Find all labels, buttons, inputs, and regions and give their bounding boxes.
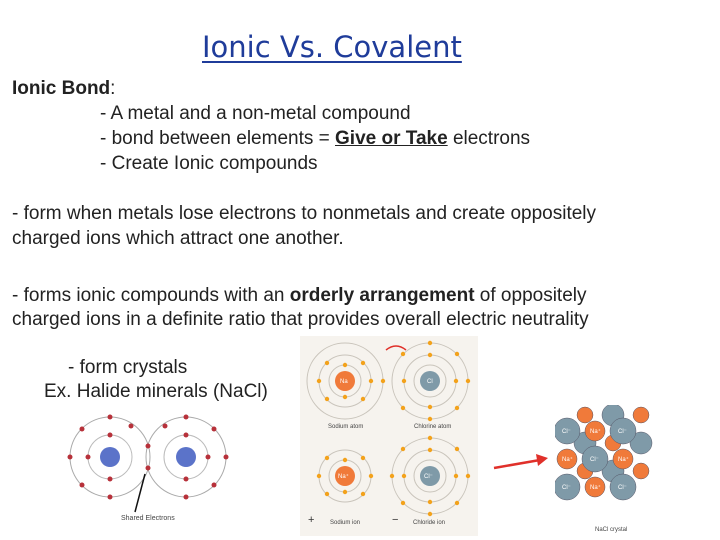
para1-line1: - form when metals lose electrons to nonmetals and create oppositely [12, 203, 597, 224]
lattice-ion-label: Na⁺ [562, 457, 573, 463]
atom-nucleus-right [176, 447, 196, 467]
sodium-ion-sphere [633, 407, 649, 423]
slide-title: Ionic Vs. Covalent [202, 30, 462, 64]
shared-electrons-caption: Shared Electrons [121, 515, 175, 522]
give-or-take-emphasis: Give or Take [335, 128, 448, 149]
svg-text:Sodium atom: Sodium atom [328, 424, 364, 430]
svg-text:Na: Na [340, 379, 348, 385]
crystals-line2: Ex. Halide minerals (NaCl) [44, 381, 268, 402]
lattice-ion-label: Cl⁻ [562, 485, 571, 491]
lattice-ion-label: Cl⁻ [562, 429, 571, 435]
lattice-ion-label: Na⁺ [618, 457, 629, 463]
ionic-bullet-2: - bond between elements = Give or Take electrons [100, 128, 531, 149]
lattice-ion-label: Cl⁻ [618, 485, 627, 491]
sodium-ion-sphere [633, 463, 649, 479]
nacl-crystal-caption: NaCl crystal [595, 527, 628, 533]
orderly-arrangement-emphasis: orderly arrangement [289, 285, 475, 306]
sodium-ion-sphere [577, 407, 593, 423]
svg-text:Sodium ion: Sodium ion [330, 520, 361, 526]
para1-line2: charged ions which attract one another. [12, 228, 344, 249]
ionic-bullet-1: - A metal and a non-metal compound [100, 103, 411, 124]
svg-text:Na⁺: Na⁺ [338, 474, 349, 480]
negative-sign: − [392, 514, 399, 526]
nacl-crystal-lattice [555, 405, 695, 535]
ionic-bond-heading: Ionic Bond [12, 78, 111, 99]
para2-line1: - forms ionic compounds with an orderly arrangement of oppositely [12, 285, 587, 306]
lattice-ion-label: Cl⁻ [590, 457, 599, 463]
svg-text:Cl: Cl [427, 379, 433, 385]
crystals-line1: - form crystals [68, 357, 188, 378]
covalent-shared-electrons-diagram [55, 412, 245, 530]
to-crystal-arrow [492, 452, 552, 474]
shared-electrons-pointer [135, 474, 145, 512]
svg-text:Chloride ion: Chloride ion [413, 520, 446, 526]
lattice-ion-label: Na⁺ [590, 485, 601, 491]
svg-text:Cl⁻: Cl⁻ [424, 474, 433, 480]
lattice-ion-label: Cl⁻ [618, 429, 627, 435]
lattice-ion-label: Na⁺ [590, 429, 601, 435]
ionic-bullet-3: - Create Ionic compounds [100, 153, 318, 174]
positive-sign: + [308, 514, 315, 526]
svg-text:Chlorine atom: Chlorine atom [414, 424, 452, 430]
ionic-bond-heading-line: Ionic Bond: [12, 78, 116, 99]
electron-transfer-diagram [300, 336, 478, 536]
para2-line2: charged ions in a definite ratio that provides overall electric neutrality [12, 309, 589, 330]
atom-nucleus-left [100, 447, 120, 467]
